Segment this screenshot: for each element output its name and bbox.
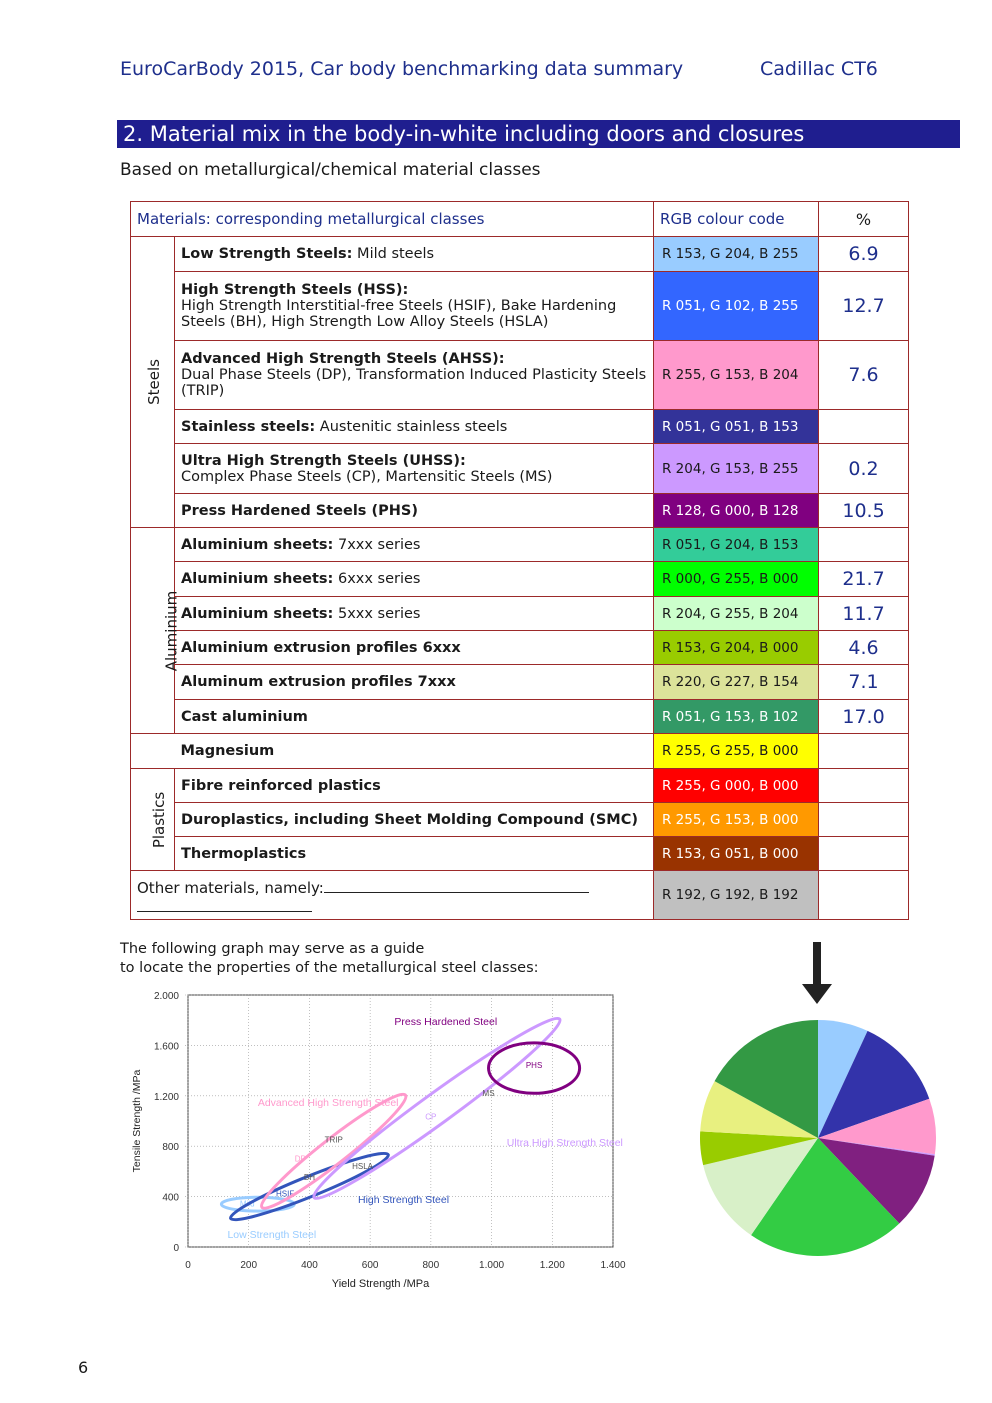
- region-label: Ultra High Strength Steel: [506, 1137, 623, 1150]
- material-name: Cast aluminium: [181, 708, 308, 725]
- percentage-cell: [819, 528, 909, 562]
- x-tick-label: 1.200: [539, 1260, 565, 1271]
- material-cell: [175, 444, 654, 494]
- rgb-code-cell: R 051, G 153, B 102: [654, 700, 819, 734]
- rgb-code-cell: R 255, G 153, B 000: [654, 803, 819, 837]
- percentage-cell: 7.6: [819, 341, 909, 410]
- section-subtitle: Based on metallurgical/chemical material classes: [120, 160, 541, 180]
- rgb-code-cell: R 255, G 153, B 204: [654, 341, 819, 410]
- y-tick-label: 800: [162, 1142, 179, 1154]
- region-sublabel: DP: [294, 1154, 306, 1164]
- material-name: High Strength Steels (HSS):: [181, 282, 409, 298]
- material-cell: [175, 597, 654, 631]
- percentage-cell: 7.1: [819, 665, 909, 700]
- rgb-code-cell: R 153, G 204, B 000: [654, 631, 819, 665]
- materials-label: Materials:: [137, 210, 211, 228]
- x-tick-label: 400: [301, 1260, 318, 1271]
- material-class: 7xxx series: [333, 536, 421, 553]
- material-name: Advanced High Strength Steels (AHSS):: [181, 351, 505, 367]
- region-label: High Strength Steel: [358, 1193, 450, 1206]
- table-row: [131, 237, 909, 272]
- region-label: Press Hardened Steel: [394, 1016, 498, 1029]
- table-header-row: [131, 202, 909, 237]
- material-name: Press Hardened Steels (PHS): [181, 502, 418, 519]
- region-annotation: BH: [303, 1173, 315, 1183]
- percentage-cell: [819, 410, 909, 444]
- region-sublabel: Mild: [239, 1199, 255, 1209]
- table-row: [131, 700, 909, 734]
- group-label-text: Aluminium: [162, 590, 181, 671]
- rgb-code-cell: R 255, G 255, B 000: [654, 734, 819, 769]
- percentage-cell: 4.6: [819, 631, 909, 665]
- material-detail: High Strength Interstitial-free Steels (HSIF), Bake Hardening Steels (BH), High Strength Low Alloy Steels (HSLA): [181, 298, 617, 330]
- table-row: [131, 769, 909, 803]
- col-materials-header: [131, 202, 654, 237]
- percentage-cell: [819, 734, 909, 769]
- material-name: Fibre reinforced plastics: [181, 777, 381, 794]
- material-cell: [175, 734, 654, 769]
- material-cell: [175, 803, 654, 837]
- material-cell: [175, 769, 654, 803]
- material-name: Stainless steels:: [181, 418, 316, 435]
- x-tick-label: 1.400: [600, 1260, 626, 1271]
- region-label: Low Strength Steel: [227, 1229, 317, 1242]
- table-row: [131, 272, 909, 341]
- material-cell: [175, 410, 654, 444]
- percentage-cell: 12.7: [819, 272, 909, 341]
- x-tick-label: 200: [240, 1260, 258, 1271]
- material-name: Thermoplastics: [181, 845, 307, 862]
- group-label-text: Plastics: [150, 791, 169, 848]
- table-row: [131, 494, 909, 528]
- rgb-code-cell: R 051, G 204, B 153: [654, 528, 819, 562]
- material-detail: Dual Phase Steels (DP), Transformation Induced Plasticity Steels (TRIP): [181, 367, 647, 399]
- rgb-code-cell: R 192, G 192, B 192: [654, 871, 819, 920]
- percentage-cell: [819, 769, 909, 803]
- table-row: [131, 410, 909, 444]
- material-name: Ultra High Strength Steels (UHSS):: [181, 452, 466, 469]
- y-tick-label: 2.000: [153, 991, 179, 1002]
- region-annotation: HSLA: [352, 1161, 374, 1171]
- material-cell: [175, 528, 654, 562]
- page-number: 6: [78, 1358, 89, 1377]
- steel-strength-diagram: [120, 985, 640, 1295]
- rgb-code-cell: R 204, G 153, B 255: [654, 444, 819, 494]
- other-materials-label: Other materials, namely:: [137, 879, 324, 897]
- rgb-code-cell: R 051, G 102, B 255: [654, 272, 819, 341]
- group-label-aluminium: [131, 528, 181, 734]
- x-axis-label: Yield Strength /MPa: [331, 1278, 430, 1290]
- y-tick-label: 1.200: [153, 1091, 179, 1103]
- table-row: [131, 444, 909, 494]
- table-row: [131, 837, 909, 871]
- x-tick-label: 800: [422, 1260, 440, 1271]
- percentage-cell: 6.9: [819, 237, 909, 272]
- material-pie-chart: [690, 1010, 950, 1270]
- x-tick-label: 0: [185, 1260, 191, 1271]
- region-sublabel: HSIF: [276, 1189, 295, 1199]
- col-rgb-header: RGB colour code: [654, 202, 819, 237]
- rgb-code-cell: R 153, G 051, B 000: [654, 837, 819, 871]
- table-row: [131, 597, 909, 631]
- other-materials-blank[interactable]: [324, 878, 589, 893]
- rgb-code-cell: R 255, G 000, B 000: [654, 769, 819, 803]
- material-name: Duroplastics, including Sheet Molding Compound (SMC): [181, 811, 638, 828]
- material-cell: [175, 494, 654, 528]
- other-materials-blank-2[interactable]: [137, 897, 312, 912]
- material-cell: [175, 562, 654, 597]
- group-label-steels: [131, 237, 175, 528]
- percentage-cell: 0.2: [819, 444, 909, 494]
- material-cell: [175, 665, 654, 700]
- document-title: EuroCarBody 2015, Car body benchmarking data summary: [120, 58, 684, 80]
- x-tick-label: 600: [361, 1260, 379, 1271]
- material-detail: Complex Phase Steels (CP), Martensitic Steels (MS): [181, 468, 553, 485]
- y-tick-label: 400: [162, 1192, 179, 1204]
- material-class: Mild steels: [352, 246, 435, 262]
- percentage-cell: 10.5: [819, 494, 909, 528]
- region-sublabel: CP: [425, 1112, 437, 1122]
- y-tick-label: 1.600: [153, 1041, 179, 1053]
- group-cell-empty: [131, 734, 175, 769]
- percentage-cell: [819, 837, 909, 871]
- rgb-code-cell: R 204, G 255, B 204: [654, 597, 819, 631]
- material-cell: [175, 837, 654, 871]
- rgb-code-cell: R 128, G 000, B 128: [654, 494, 819, 528]
- region-annotation: TRIP: [324, 1135, 343, 1145]
- col-pct-header: %: [819, 202, 909, 237]
- guide-line-2: to locate the properties of the metallurgical steel classes:: [120, 960, 539, 976]
- material-name: Aluminium sheets:: [181, 571, 334, 587]
- percentage-cell: [819, 803, 909, 837]
- y-tick-label: 0: [173, 1243, 179, 1254]
- section-banner: 2. Material mix in the body-in-white including doors and closures: [117, 120, 960, 148]
- material-class: Austenitic stainless steels: [315, 418, 508, 435]
- arrow-down-icon: [800, 940, 834, 1006]
- table-row-other: [131, 871, 909, 920]
- percentage-cell: 21.7: [819, 562, 909, 597]
- material-class: 5xxx series: [333, 605, 421, 622]
- material-class: 6xxx series: [333, 571, 421, 587]
- percentage-cell: 17.0: [819, 700, 909, 734]
- material-cell: [175, 631, 654, 665]
- table-row: [131, 562, 909, 597]
- table-row: [131, 341, 909, 410]
- table-row: [131, 803, 909, 837]
- group-label-plastics: [131, 769, 175, 871]
- y-axis-label: Tensile Strength /MPa: [131, 1069, 143, 1173]
- vehicle-name: Cadillac CT6: [760, 58, 878, 80]
- guide-line-1: The following graph may serve as a guide: [120, 941, 425, 957]
- table-row: [131, 665, 909, 700]
- group-label-text: Steels: [144, 359, 163, 405]
- rgb-code-cell: R 051, G 051, B 153: [654, 410, 819, 444]
- table-row: [131, 734, 909, 769]
- material-name: Low Strength Steels:: [181, 246, 353, 262]
- other-materials-cell: [131, 871, 654, 920]
- material-cell: [175, 272, 654, 341]
- material-cell: [175, 700, 654, 734]
- material-cell: [175, 341, 654, 410]
- percentage-cell: [819, 871, 909, 920]
- material-table: [130, 201, 909, 920]
- material-name: Aluminium extrusion profiles 6xxx: [181, 639, 461, 656]
- region-sublabel: PHS: [525, 1061, 543, 1071]
- material-name: Aluminium sheets:: [181, 605, 334, 622]
- plot-frame: [188, 995, 613, 1247]
- rgb-code-cell: R 153, G 204, B 255: [654, 237, 819, 272]
- material-name: Aluminium sheets:: [181, 536, 334, 553]
- rgb-code-cell: R 000, G 255, B 000: [654, 562, 819, 597]
- region-annotation: MS: [482, 1088, 495, 1098]
- material-cell: [175, 237, 654, 272]
- guide-text: [120, 940, 539, 978]
- percentage-cell: 11.7: [819, 597, 909, 631]
- materials-desc: corresponding metallurgical classes: [210, 210, 485, 228]
- material-name: Aluminum extrusion profiles 7xxx: [181, 674, 456, 690]
- table-row: [131, 528, 909, 562]
- x-tick-label: 1.000: [479, 1260, 505, 1271]
- rgb-code-cell: R 220, G 227, B 154: [654, 665, 819, 700]
- table-row: [131, 631, 909, 665]
- material-name: Magnesium: [180, 743, 275, 759]
- region-label: Advanced High Strength Steel: [257, 1096, 399, 1109]
